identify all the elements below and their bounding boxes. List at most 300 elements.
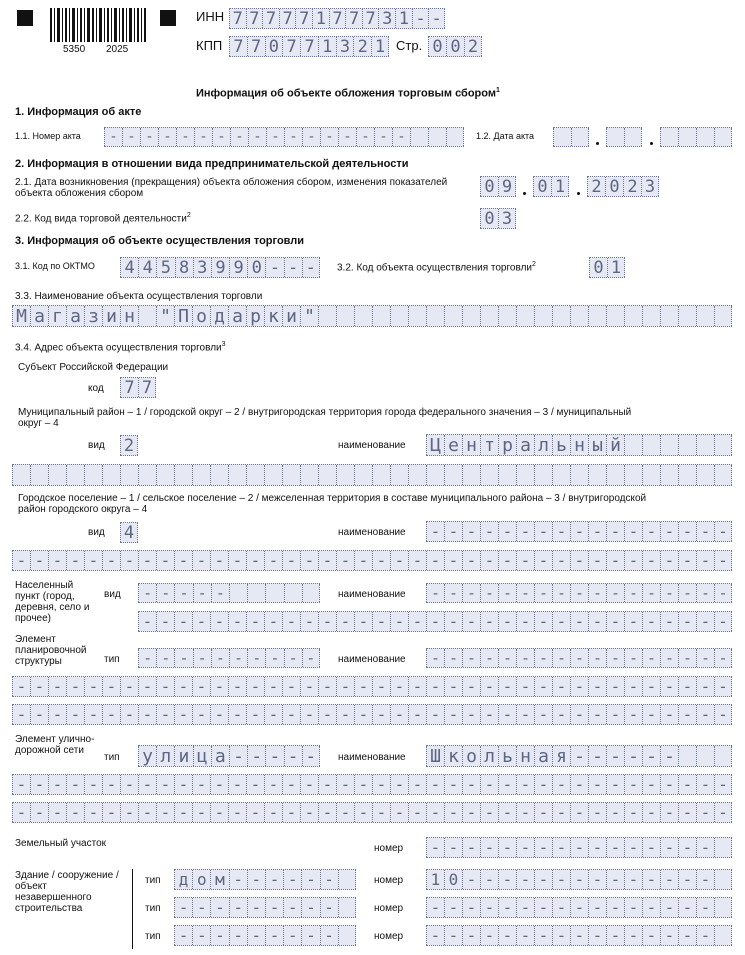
char-cell: н [120,306,138,326]
char-cell: - [552,584,570,602]
act-date-year[interactable] [660,127,732,147]
char-cell: - [138,649,156,667]
char-cell: 7 [262,9,279,28]
char-cell: - [372,551,390,570]
municipal-name-field[interactable] [426,434,732,456]
corner-marker-right [160,10,176,26]
char-cell: 9 [498,177,516,196]
char-cell: - [444,522,462,541]
change-date-year[interactable] [587,176,659,197]
char-cell: - [642,838,660,857]
char-cell: - [696,898,714,917]
char-cell: Ш [426,746,444,766]
char-cell: - [480,551,498,570]
locality-name-field[interactable] [426,583,732,603]
char-cell: 1 [551,177,569,196]
char-cell: ь [498,746,516,766]
char-cell: - [174,775,192,794]
municipal-vid-field[interactable] [120,435,138,456]
char-cell: - [426,898,444,917]
municipal-vid-label: вид [88,440,105,451]
char-cell: - [408,612,426,631]
char-cell: - [696,775,714,794]
char-cell: - [660,926,678,945]
char-cell: - [300,612,318,631]
char-cell: - [624,522,642,541]
street-name-label: наименование [338,752,406,763]
char-cell: - [426,838,444,857]
plan-name-field[interactable] [426,648,732,668]
char-cell: - [302,649,320,667]
locality-label: Населенный пункт (город, деревня, село и прочее) [15,580,90,624]
char-cell [390,465,408,485]
char-cell: - [678,584,696,602]
char-cell: 7 [247,37,265,56]
plan-name-field-2[interactable] [12,676,732,697]
char-cell: - [660,775,678,794]
char-cell: - [714,522,732,541]
locality-name-label: наименование [338,589,406,600]
char-cell [570,306,588,326]
building-number-field-3[interactable] [426,925,732,946]
char-cell: - [606,522,624,541]
act-number-label: 1.1. Номер акта [15,131,81,141]
char-cell: - [624,649,642,667]
char-cell: 3 [498,209,516,228]
building-type-field-3[interactable] [174,925,356,946]
inn-field[interactable] [229,8,445,29]
char-cell: - [210,898,228,917]
char-cell: - [264,677,282,696]
char-cell [444,306,462,326]
char-cell: - [372,705,390,724]
char-cell: - [302,128,320,146]
char-cell: 7 [229,37,247,56]
char-cell: - [374,128,392,146]
char-cell: - [714,612,732,631]
char-cell [606,306,624,326]
char-cell: - [392,128,410,146]
char-cell: - [300,705,318,724]
trade-code-field[interactable] [480,208,516,229]
char-cell: - [301,870,319,889]
char-cell: - [624,677,642,696]
settlement-name-field[interactable] [426,521,732,542]
char-cell: - [283,870,301,889]
char-cell: - [660,584,678,602]
char-cell: - [588,775,606,794]
char-cell: - [247,926,265,945]
char-cell: - [696,584,714,602]
char-cell: - [678,649,696,667]
char-cell [120,465,138,485]
char-cell: - [246,612,264,631]
char-cell [660,128,678,146]
char-cell: - [156,649,174,667]
char-cell: - [211,649,229,667]
char-cell: - [318,612,336,631]
char-cell: - [552,551,570,570]
char-cell: - [696,649,714,667]
char-cell [30,465,48,485]
locality-name-field-2[interactable] [138,611,732,632]
char-cell: - [696,803,714,822]
act-date-month[interactable] [606,127,642,147]
char-cell: - [282,551,300,570]
char-cell: - [480,677,498,696]
char-cell: - [66,775,84,794]
char-cell: - [642,677,660,696]
char-cell: - [606,746,624,766]
char-cell: - [606,677,624,696]
char-cell: - [390,705,408,724]
char-cell: - [624,746,642,766]
char-cell: - [336,803,354,822]
char-cell: - [642,870,660,889]
char-cell: - [642,612,660,631]
char-cell: - [588,677,606,696]
object-code-label-text: 3.2. Код объекта осуществления торговли [337,262,532,274]
char-cell: - [265,649,283,667]
subject-label: Субъект Российской Федерации [18,362,169,373]
char-cell: - [320,870,338,889]
char-cell: - [210,612,228,631]
char-cell: - [354,677,372,696]
char-cell: - [247,746,265,766]
char-cell: - [284,128,302,146]
char-cell: р [498,435,516,455]
char-cell: - [480,926,498,945]
char-cell: - [158,128,176,146]
address-label-text: 3.4. Адрес объекта осуществления торговли [15,342,222,354]
char-cell: - [265,870,283,889]
char-cell [714,465,732,485]
char-cell: - [228,705,246,724]
street-type-field[interactable] [138,745,320,767]
char-cell [264,465,282,485]
address-footnote: 3 [221,341,226,348]
char-cell: - [606,838,624,857]
locality-vid-field[interactable] [138,583,320,603]
char-cell: - [174,649,192,667]
char-cell: - [696,870,714,889]
char-cell: - [678,775,696,794]
char-cell: - [30,705,48,724]
char-cell [552,306,570,326]
char-cell: - [246,677,264,696]
char-cell: 7 [229,9,246,28]
char-cell: у [138,746,156,766]
char-cell: - [266,128,284,146]
char-cell: - [356,128,374,146]
char-cell: к [444,746,462,766]
subject-code-field[interactable] [120,377,156,398]
char-cell: - [192,926,210,945]
char-cell: - [588,870,606,889]
char-cell: - [84,705,102,724]
char-cell [192,465,210,485]
char-cell: 2 [353,37,371,56]
char-cell: 0 [480,177,498,196]
char-cell [570,465,588,485]
building-number-label-3: номер [374,931,404,942]
char-cell: - [678,522,696,541]
settlement-name-field-2[interactable] [12,550,732,571]
char-cell: - [678,926,696,945]
char-cell: - [156,612,174,631]
char-cell: и [282,306,300,326]
char-cell: - [624,551,642,570]
char-cell: м [210,870,228,889]
char-cell: - [283,926,301,945]
char-cell: - [642,746,660,766]
char-cell [138,306,156,326]
char-cell [516,465,534,485]
char-cell: - [156,551,174,570]
kpp-field[interactable] [229,36,389,57]
char-cell: - [302,258,320,277]
municipal-name-label: наименование [338,440,406,451]
land-number-field[interactable] [426,837,732,858]
char-cell: - [660,803,678,822]
barcode-icon [50,8,146,42]
char-cell: - [174,705,192,724]
char-cell: л [156,746,174,766]
char-cell: - [193,584,211,602]
char-cell: - [444,775,462,794]
char-cell: - [66,705,84,724]
char-cell: - [462,803,480,822]
char-cell: - [30,775,48,794]
char-cell: - [570,803,588,822]
char-cell: - [588,898,606,917]
char-cell: - [660,612,678,631]
char-cell: - [30,803,48,822]
char-cell [606,128,624,146]
char-cell: - [678,898,696,917]
char-cell: - [642,775,660,794]
object-name-field[interactable] [12,305,732,327]
char-cell: - [534,612,552,631]
act-number-field[interactable] [104,127,464,147]
char-cell: - [624,612,642,631]
char-cell [660,306,678,326]
act-date-day[interactable] [553,127,589,147]
char-cell: - [498,803,516,822]
char-cell: - [210,926,228,945]
plan-structure-label: Элемент планировочной структуры [15,634,87,667]
char-cell: 0 [247,258,265,277]
char-cell: - [714,649,732,667]
char-cell [446,128,464,146]
char-cell: - [300,775,318,794]
char-cell: 0 [589,258,607,277]
char-cell: - [624,705,642,724]
char-cell: - [265,258,283,277]
char-cell [372,306,390,326]
char-cell: 0 [480,209,498,228]
char-cell: е [444,435,462,455]
char-cell: - [300,677,318,696]
char-cell: - [336,677,354,696]
change-date-month[interactable] [533,176,569,197]
building-type-field-2[interactable] [174,897,356,918]
char-cell: - [498,775,516,794]
char-cell: Ц [426,435,444,455]
char-cell: - [480,649,498,667]
street-name-field-3[interactable] [12,802,732,823]
char-cell: - [390,612,408,631]
char-cell: 1 [395,9,412,28]
char-cell: - [426,649,444,667]
char-cell: 2 [623,177,641,196]
char-cell: - [552,838,570,857]
change-date-day[interactable] [480,176,516,197]
char-cell [534,306,552,326]
char-cell [552,465,570,485]
char-cell: - [588,705,606,724]
char-cell: 3 [641,177,659,196]
char-cell [678,128,696,146]
char-cell [714,838,732,857]
char-cell: ь [552,435,570,455]
char-cell: - [642,551,660,570]
char-cell: - [660,551,678,570]
settlement-label: Городское поселение – 1 / сельское поселение – 2 / межселенная территория в составе муниципального района – 3 / внутригородской район городского округа – 4 [18,493,647,515]
char-cell: - [140,128,158,146]
char-cell: - [498,898,516,917]
char-cell: - [480,705,498,724]
char-cell: - [678,612,696,631]
char-cell: - [247,898,265,917]
plan-type-label: тип [104,654,120,665]
char-cell: - [480,803,498,822]
char-cell: - [480,522,498,541]
char-cell: - [104,128,122,146]
char-cell: н [462,435,480,455]
char-cell [318,306,336,326]
char-cell [246,465,264,485]
char-cell: 3 [193,258,211,277]
char-cell: 0 [265,37,283,56]
settlement-vid-field[interactable] [120,522,138,543]
char-cell: - [48,775,66,794]
char-cell: - [336,775,354,794]
char-cell: - [678,838,696,857]
char-cell: 7 [362,9,379,28]
char-cell: - [516,705,534,724]
char-cell [282,465,300,485]
char-cell [84,465,102,485]
char-cell: - [318,551,336,570]
char-cell: - [174,803,192,822]
object-code-field[interactable] [589,257,625,278]
char-cell: - [228,551,246,570]
plan-type-field[interactable] [138,648,320,668]
char-cell: - [480,870,498,889]
street-element-label: Элемент улично-дорожной сети [15,734,95,756]
char-cell [66,465,84,485]
char-cell: - [174,612,192,631]
char-cell: 1 [426,870,444,889]
char-cell: - [336,612,354,631]
char-cell: - [534,898,552,917]
char-cell [338,926,356,945]
page-number-field[interactable] [428,36,482,57]
char-cell [426,465,444,485]
char-cell [553,128,571,146]
char-cell: - [552,775,570,794]
char-cell: - [192,677,210,696]
municipal-name-field-2[interactable] [12,464,732,486]
char-cell: - [301,898,319,917]
char-cell: - [264,705,282,724]
char-cell: - [338,128,356,146]
char-cell: - [696,612,714,631]
char-cell: - [390,775,408,794]
char-cell: - [12,803,30,822]
char-cell: - [246,775,264,794]
building-number-field-1[interactable] [426,869,732,890]
char-cell [428,128,446,146]
char-cell: - [462,522,480,541]
street-name-field[interactable] [426,745,732,767]
street-type-label: тип [104,752,120,763]
char-cell: - [516,926,534,945]
char-cell: 1 [318,37,336,56]
char-cell: - [264,612,282,631]
char-cell [696,306,714,326]
char-cell: - [480,838,498,857]
char-cell [336,465,354,485]
building-number-field-2[interactable] [426,897,732,918]
char-cell: - [678,551,696,570]
char-cell: - [480,612,498,631]
char-cell: - [426,926,444,945]
plan-name-field-3[interactable] [12,704,732,725]
char-cell [714,306,732,326]
street-name-field-2[interactable] [12,774,732,795]
land-plot-label: Земельный участок [15,838,107,849]
char-cell: о [192,306,210,326]
char-cell [336,306,354,326]
char-cell [174,465,192,485]
char-cell: - [229,870,247,889]
char-cell: - [192,803,210,822]
char-cell: - [588,584,606,602]
building-type-field-1[interactable] [174,869,356,890]
char-cell: - [174,584,192,602]
char-cell: - [372,612,390,631]
char-cell: - [84,677,102,696]
char-cell: - [444,926,462,945]
char-cell: - [156,775,174,794]
char-cell: - [336,551,354,570]
oktmo-field[interactable] [120,257,320,278]
char-cell: - [552,612,570,631]
char-cell: - [462,612,480,631]
char-cell: - [210,775,228,794]
char-cell [714,870,732,889]
char-cell: - [156,803,174,822]
char-cell: - [390,677,408,696]
char-cell: - [552,649,570,667]
page-label: Стр. [396,38,423,53]
char-cell [408,306,426,326]
char-cell [229,584,247,602]
char-cell: - [570,522,588,541]
char-cell: - [678,705,696,724]
